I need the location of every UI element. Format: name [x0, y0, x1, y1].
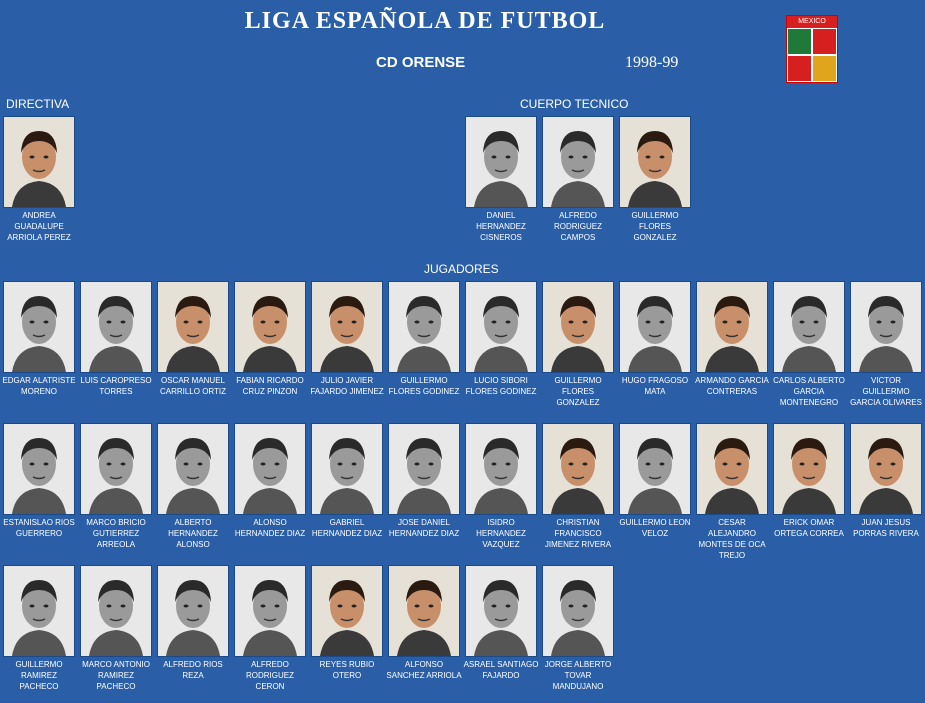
person-card-jug-2-3: [232, 565, 308, 692]
person-card-jug-1-0: [1, 423, 77, 539]
person-name: ALFREDO RODRIGUEZ CERON: [246, 660, 294, 691]
portrait-photo: [542, 281, 614, 373]
person-card-jug-1-9: [694, 423, 770, 561]
person-card-jug-0-11: [848, 281, 924, 408]
person-name: ASRAEL SANTIAGO FAJARDO: [463, 660, 539, 680]
portrait-photo: [311, 565, 383, 657]
person-card-jug-0-0: [1, 281, 77, 397]
portrait-photo: [3, 423, 75, 515]
portrait-photo: [157, 281, 229, 373]
portrait-photo: [234, 423, 306, 515]
person-name: CESAR ALEJANDRO MONTES DE OCA TREJO: [698, 518, 766, 560]
portrait-photo: [696, 281, 768, 373]
person-name: EDGAR ALATRISTE MORENO: [2, 376, 76, 396]
person-name: ISIDRO HERNANDEZ VAZQUEZ: [476, 518, 526, 549]
person-name: HUGO FRAGOSO MATA: [621, 376, 689, 396]
portrait-photo: [80, 281, 152, 373]
team-name: CD ORENSE: [376, 54, 466, 71]
portrait-photo: [619, 116, 691, 208]
portrait-photo: [773, 281, 845, 373]
portrait-photo: [388, 423, 460, 515]
mexico-crest-icon: MEXICO: [786, 15, 838, 83]
person-name: FABIAN RICARDO CRUZ PINZON: [236, 376, 304, 396]
portrait-photo: [311, 423, 383, 515]
person-card-jug-1-6: [463, 423, 539, 550]
portrait-photo: [157, 565, 229, 657]
person-card-ct-2: [617, 116, 693, 243]
person-name: CHRISTIAN FRANCISCO JIMENEZ RIVERA: [544, 518, 612, 549]
portrait-photo: [619, 281, 691, 373]
person-name: ANDREA GUADALUPE ARRIOLA PEREZ: [7, 211, 71, 242]
person-name: CARLOS ALBERTO GARCIA MONTENEGRO: [773, 376, 845, 407]
section-jugadores: JUGADORES: [424, 262, 499, 276]
person-name: JUAN JESUS PORRAS RIVERA: [853, 518, 919, 538]
portrait-photo: [3, 565, 75, 657]
person-name: MARCO ANTONIO RAMIREZ PACHECO: [82, 660, 150, 691]
portrait-photo: [465, 565, 537, 657]
person-card-jug-1-5: [386, 423, 462, 539]
portrait-photo: [850, 423, 922, 515]
person-name: GUILLERMO FLORES GONZALEZ: [631, 211, 679, 242]
person-card-jug-2-5: [386, 565, 462, 681]
person-card-jug-1-8: [617, 423, 693, 539]
season: 1998-99: [625, 54, 679, 71]
person-name: ALFREDO RIOS REZA: [163, 660, 223, 680]
person-card-jug-2-1: [78, 565, 154, 692]
person-name: OSCAR MANUEL CARRILLO ORTIZ: [159, 376, 227, 396]
person-name: VICTOR GUILLERMO GARCIA OLIVARES: [850, 376, 922, 407]
person-card-directiva-0: [1, 116, 77, 243]
portrait-photo: [80, 423, 152, 515]
person-name: LUCIO SIBORI FLORES GODINEZ: [465, 376, 537, 396]
portrait-photo: [542, 116, 614, 208]
portrait-photo: [773, 423, 845, 515]
person-card-ct-0: [463, 116, 539, 243]
person-card-jug-0-2: [155, 281, 231, 397]
portrait-photo: [465, 116, 537, 208]
person-card-jug-2-7: [540, 565, 616, 692]
person-card-jug-1-2: [155, 423, 231, 550]
person-card-jug-0-9: [694, 281, 770, 397]
person-card-jug-2-4: [309, 565, 385, 681]
person-card-ct-1: [540, 116, 616, 243]
person-card-jug-2-6: [463, 565, 539, 681]
person-name: ERICK OMAR ORTEGA CORREA: [774, 518, 844, 538]
portrait-photo: [542, 423, 614, 515]
person-name: GABRIEL HERNANDEZ DIAZ: [311, 518, 383, 538]
person-name: ALONSO HERNANDEZ DIAZ: [234, 518, 306, 538]
portrait-photo: [619, 423, 691, 515]
person-name: GUILLERMO RAMIREZ PACHECO: [15, 660, 63, 691]
portrait-photo: [696, 423, 768, 515]
portrait-photo: [234, 281, 306, 373]
person-name: REYES RUBIO OTERO: [319, 660, 375, 680]
portrait-photo: [3, 116, 75, 208]
person-name: GUILLERMO FLORES GODINEZ: [388, 376, 460, 396]
portrait-photo: [311, 281, 383, 373]
person-card-jug-1-4: [309, 423, 385, 539]
portrait-photo: [3, 281, 75, 373]
person-name: JULIO JAVIER FAJARDO JIMENEZ: [310, 376, 384, 396]
person-name: GUILLERMO FLORES GONZALEZ: [554, 376, 602, 407]
portrait-photo: [388, 281, 460, 373]
person-name: LUIS CAROPRESO TORRES: [80, 376, 152, 396]
portrait-photo: [157, 423, 229, 515]
person-card-jug-1-10: [771, 423, 847, 539]
person-name: JORGE ALBERTO TOVAR MANDUJANO: [544, 660, 612, 691]
person-card-jug-0-1: [78, 281, 154, 397]
person-card-jug-1-3: [232, 423, 308, 539]
person-name: ARMANDO GARCIA CONTRERAS: [695, 376, 769, 396]
portrait-photo: [465, 281, 537, 373]
portrait-photo: [234, 565, 306, 657]
person-card-jug-2-2: [155, 565, 231, 681]
person-card-jug-0-4: [309, 281, 385, 397]
person-card-jug-1-1: [78, 423, 154, 550]
person-name: ALFONSO SANCHEZ ARRIOLA: [386, 660, 462, 680]
section-directiva: DIRECTIVA: [6, 97, 70, 111]
person-name: ALFREDO RODRIGUEZ CAMPOS: [554, 211, 602, 242]
person-card-jug-1-7: [540, 423, 616, 550]
person-name: ALBERTO HERNANDEZ ALONSO: [168, 518, 218, 549]
person-card-jug-0-5: [386, 281, 462, 397]
person-name: JOSE DANIEL HERNANDEZ DIAZ: [388, 518, 460, 538]
person-name: GUILLERMO LEON VELOZ: [619, 518, 691, 538]
portrait-photo: [850, 281, 922, 373]
page-title: LIGA ESPAÑOLA DE FUTBOL: [244, 8, 606, 34]
person-card-jug-1-11: [848, 423, 924, 539]
person-name: MARCO BRICIO GUTIERREZ ARREOLA: [86, 518, 146, 549]
person-card-jug-0-8: [617, 281, 693, 397]
person-card-jug-0-10: [771, 281, 847, 408]
portrait-photo: [388, 565, 460, 657]
portrait-photo: [542, 565, 614, 657]
portrait-photo: [465, 423, 537, 515]
section-cuerpo-tecnico: CUERPO TECNICO: [520, 97, 629, 111]
person-card-jug-0-3: [232, 281, 308, 397]
person-card-jug-0-7: [540, 281, 616, 408]
portrait-photo: [80, 565, 152, 657]
person-name: DANIEL HERNANDEZ CISNEROS: [476, 211, 526, 242]
person-card-jug-0-6: [463, 281, 539, 397]
person-card-jug-2-0: [1, 565, 77, 692]
person-name: ESTANISLAO RIOS GUERRERO: [3, 518, 75, 538]
